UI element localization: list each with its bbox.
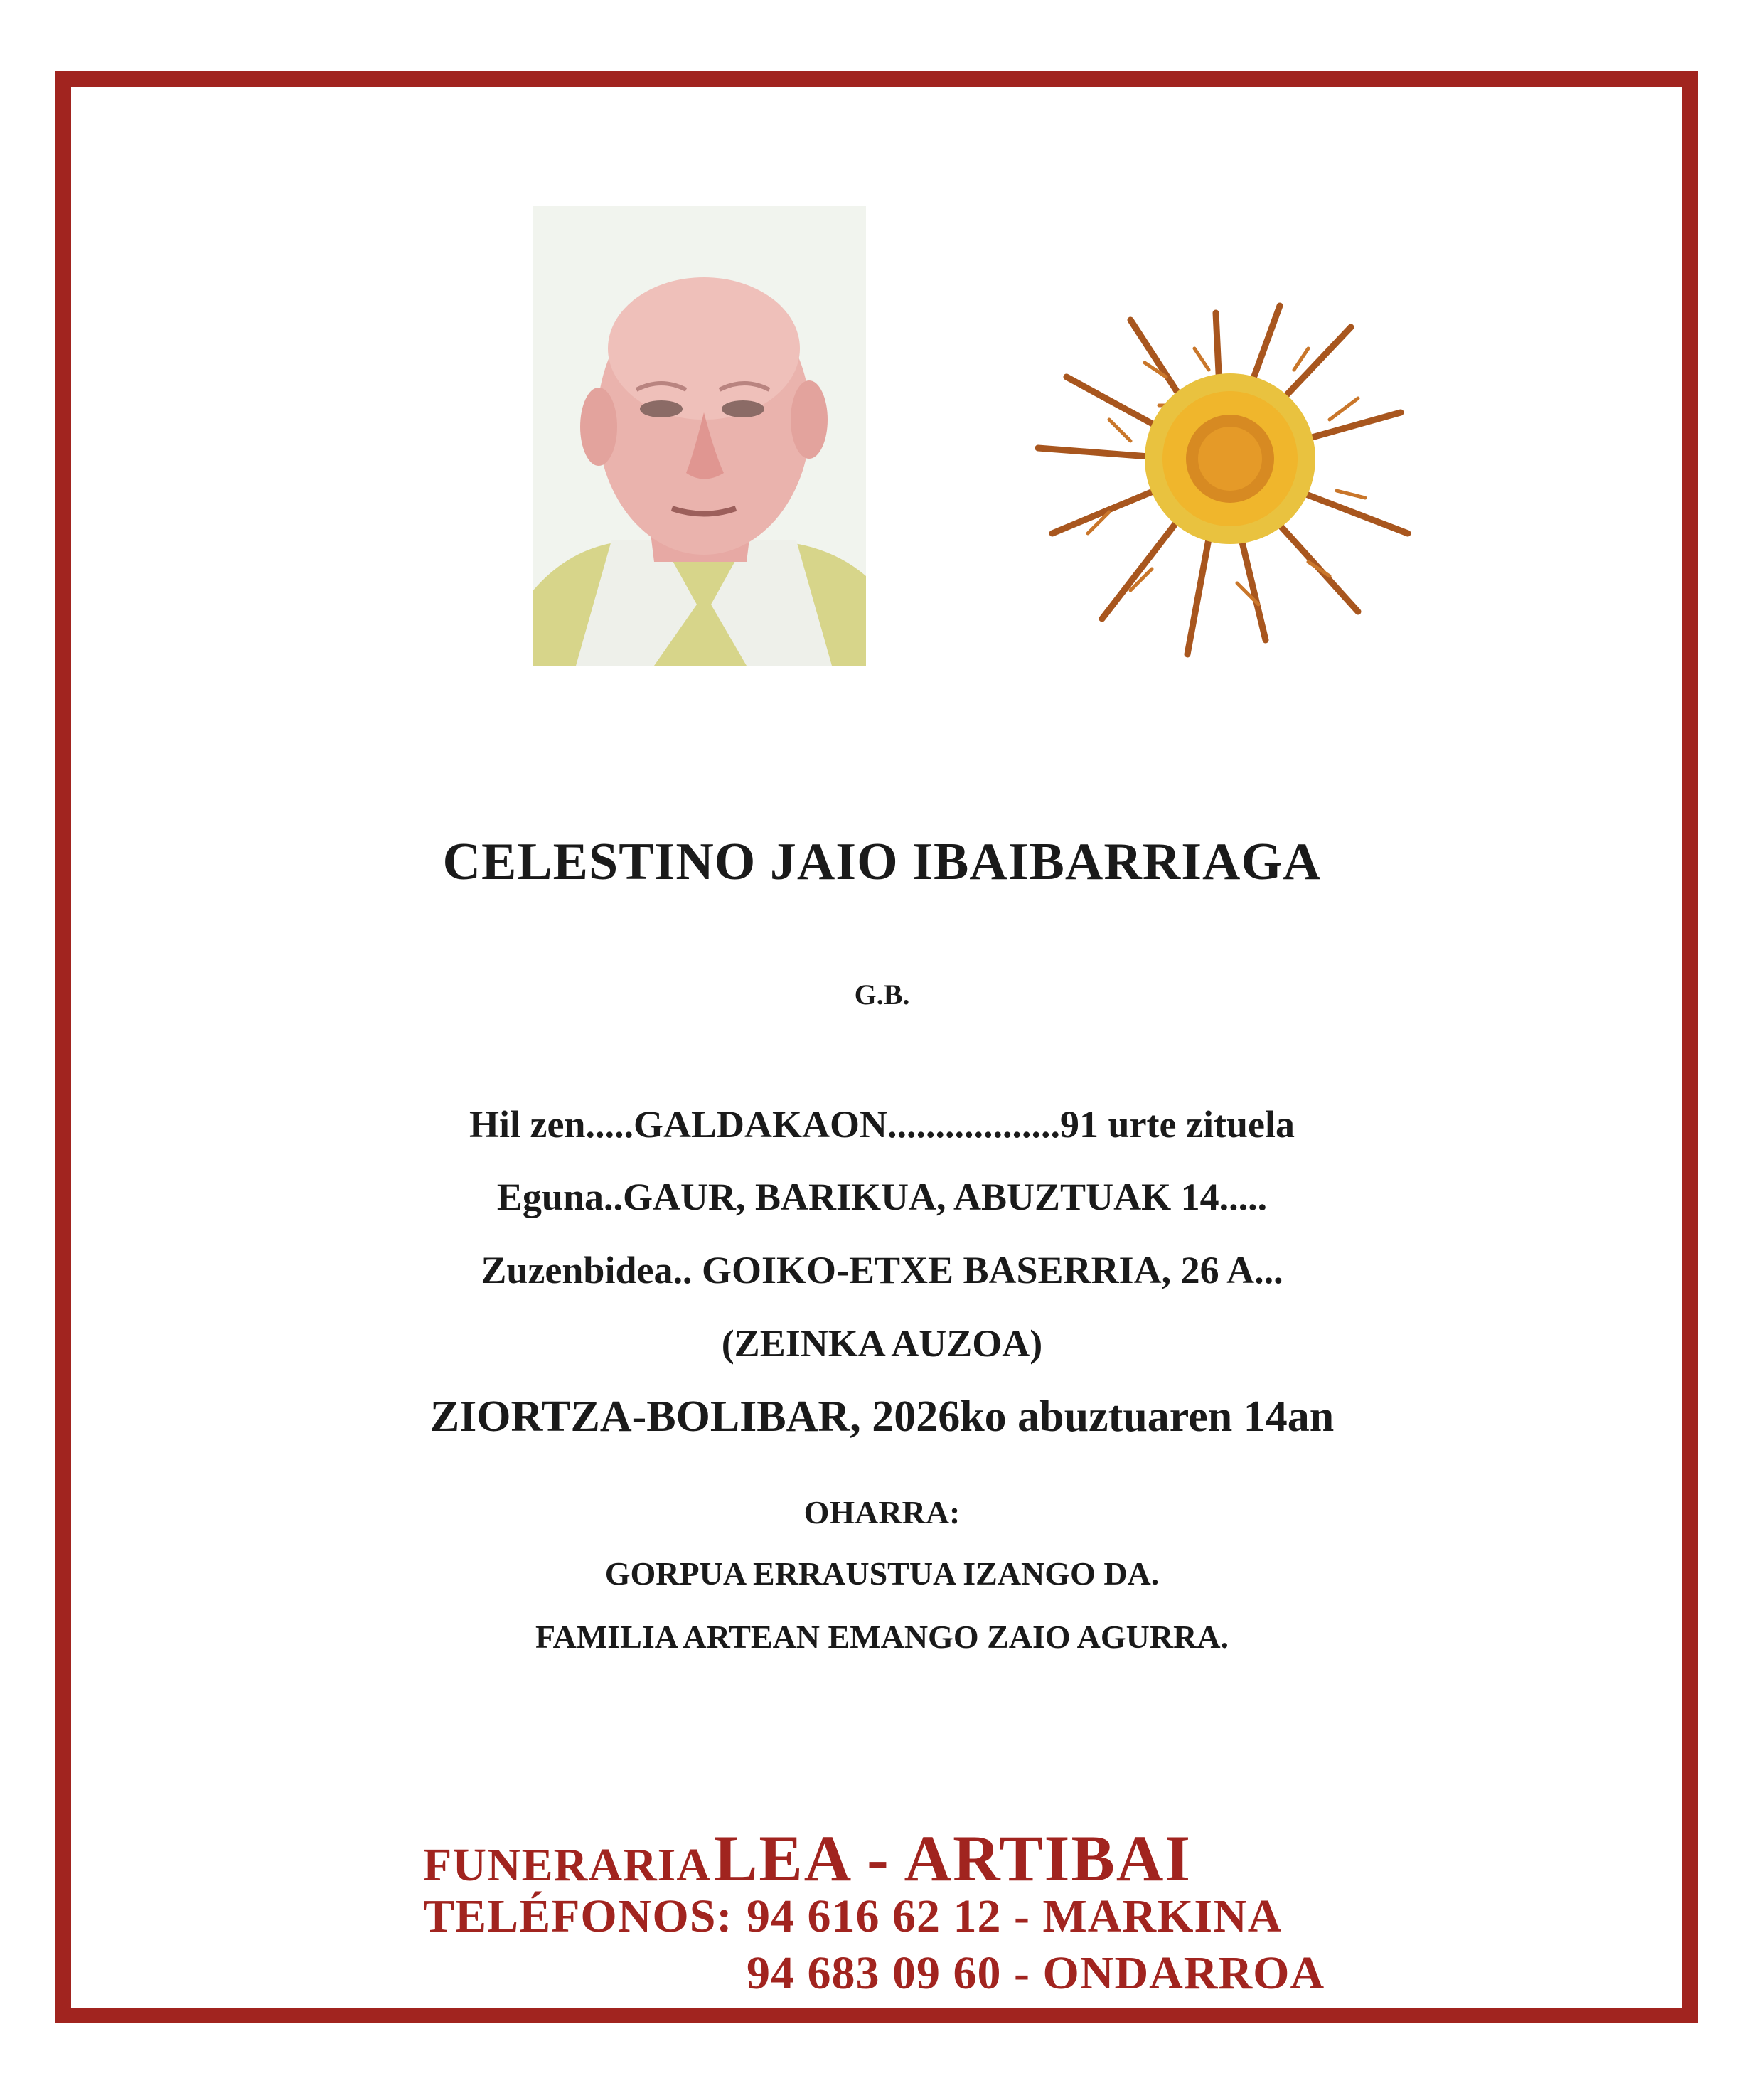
note-title: OHARRA: [803,1494,961,1530]
funeral-home-heading [423,1821,1192,1896]
portrait-photo [533,206,866,666]
initials: G.B. [854,979,910,1011]
phone-ondarroa: 94 683 09 60 - ONDARROA [747,1947,1325,1999]
day-line: Eguna..GAUR, BARIKUA, ABUZTUAK 14..... [496,1176,1268,1218]
note-line-2: FAMILIA ARTEAN EMANGO ZAIO AGURRA. [535,1619,1229,1655]
funeral-home-label: FUNERARIA [423,1839,711,1891]
phone-row-markina [423,1888,1325,1945]
notice-frame [55,71,1698,2023]
phones-label: TELÉFONOS: [423,1890,733,1942]
thistle-flower-icon [1024,299,1422,669]
phone-row-ondarroa [423,1945,1325,2002]
deceased-name: CELESTINO JAIO IBAIBARRIAGA [442,833,1322,891]
note-line-1: GORPUA ERRAUSTUA IZANGO DA. [604,1555,1160,1592]
address-line: Zuzenbidea.. GOIKO-ETXE BASERRIA, 26 A... [481,1249,1283,1292]
phone-markina: 94 616 62 12 - MARKINA [747,1890,1283,1942]
funeral-home-brand: LEA - ARTIBAI [714,1822,1192,1895]
city-date-line: ZIORTZA-BOLIBAR, 2026ko abuztuaren 14an [429,1392,1335,1441]
death-place-line: Hil zen.....GALDAKAON..................91 urte zituela [469,1103,1295,1146]
phone-list [423,1888,1325,2002]
area-line: (ZEINKA AUZOA) [721,1322,1043,1365]
